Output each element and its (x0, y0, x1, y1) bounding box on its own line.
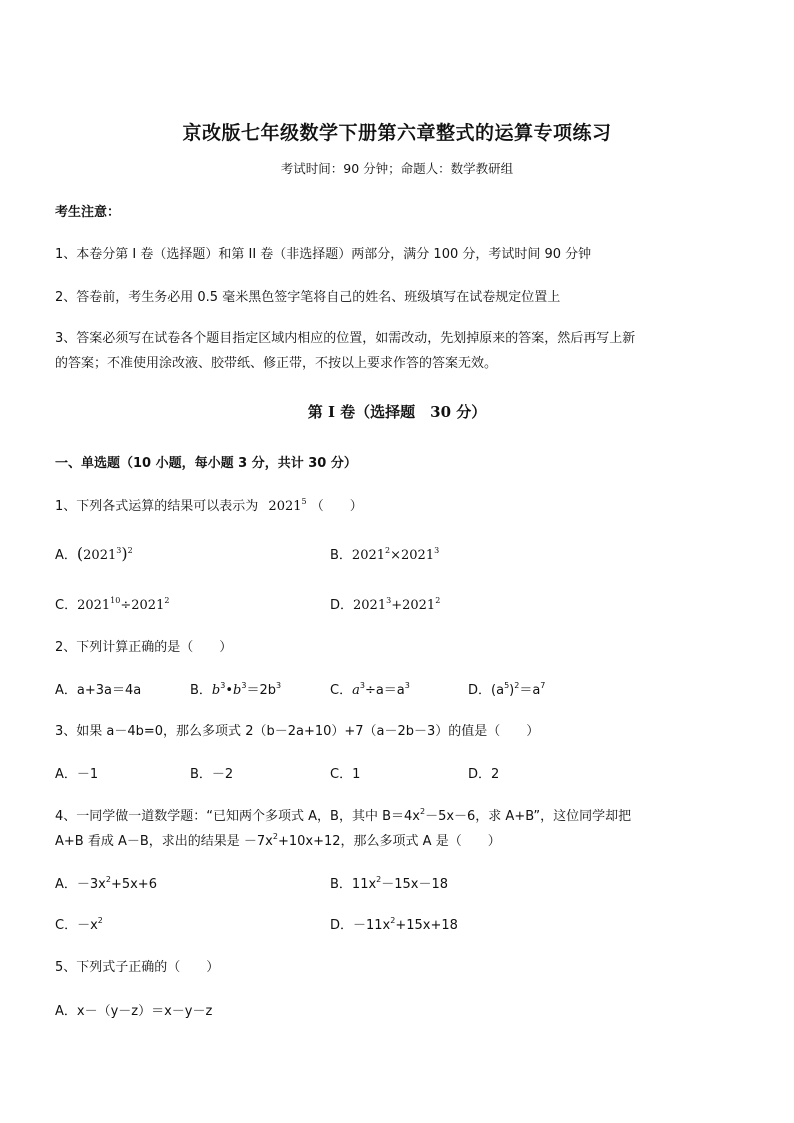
expr-base: 2021 (131, 598, 165, 613)
option-expression (352, 548, 439, 563)
question-1-option-d (330, 594, 440, 613)
question-5-stem: 5、下列式子正确的（ ） (55, 960, 220, 975)
question-1-text: 1、下列各式运算的结果可以表示为 (55, 499, 259, 514)
expr-result: ÷a＝a (364, 683, 405, 698)
expr-exponent: 2 (376, 875, 382, 884)
option-text: D．－11x (330, 918, 391, 933)
question-2-option-c (330, 679, 410, 698)
option-text: C．－x (55, 918, 98, 933)
expr-exponent: 2 (272, 832, 278, 841)
section-heading-single-choice: 一、单选题（10 小题，每小题 3 分，共计 30 分） (55, 456, 357, 471)
expr-base: 2021 (353, 598, 387, 613)
option-text: +15x+18 (395, 918, 458, 933)
expr-exponent: 7 (540, 681, 546, 690)
notice-item-2: 2、答卷前，考生务必用 0.5 毫米黑色签字笔将自己的姓名、班级填写在试卷规定位置上 (55, 290, 561, 305)
question-3-option-c: C．1 (330, 767, 361, 782)
option-label: C． (55, 598, 78, 613)
expr-base: a (352, 683, 360, 698)
question-1-blank: （ ） (310, 499, 363, 514)
option-label: D． (330, 598, 354, 613)
expr-paren: ) (509, 683, 515, 698)
expr-exponent: 3 (404, 681, 410, 690)
expr-base: b (211, 683, 221, 698)
expr-exponent: 5 (504, 681, 510, 690)
expr-exponent: 3 (116, 546, 122, 555)
expr-exponent: 2 (385, 546, 391, 555)
question-1-expression (268, 499, 306, 514)
question-1-option-a (55, 544, 133, 563)
question-4-option-a (55, 873, 157, 892)
operator: + (391, 598, 403, 613)
expr-base: 2021 (351, 548, 386, 563)
part-1-heading: 第 I 卷（选择题 30 分） (307, 403, 487, 421)
expr-base: 2021 (77, 598, 111, 613)
expr-exponent: 2 (514, 681, 520, 690)
question-2-option-b (190, 679, 281, 698)
question-4-stem-line-1 (55, 805, 631, 824)
expr-exponent: 3 (220, 681, 226, 690)
expr-base: 2021 (268, 499, 302, 514)
notice-heading: 考生注意： (55, 205, 121, 220)
question-4-option-c (55, 914, 103, 933)
option-label: C． (330, 683, 353, 698)
expr-exponent: 3 (434, 546, 440, 555)
question-3-option-b: B．－2 (190, 767, 234, 782)
page-title: 京改版七年级数学下册第六章整式的运算专项练习 (182, 122, 612, 144)
operator: ÷ (120, 598, 132, 613)
expr-base: 2021 (83, 548, 117, 563)
question-5-option-a: A．x－（y－z）＝x－y－z (55, 1004, 213, 1019)
option-text: +5x+6 (110, 877, 157, 892)
question-1-option-b (330, 544, 439, 563)
question-1-stem (55, 495, 363, 514)
expr-exponent: 3 (275, 681, 282, 690)
expr-exponent: 3 (386, 596, 392, 605)
exam-info: 考试时间：90 分钟；命题人：数学教研组 (280, 161, 514, 176)
option-text: －15x－18 (381, 877, 449, 892)
expr-exponent: 2 (435, 596, 441, 605)
option-text: B．11x (330, 877, 377, 892)
expr-exponent: 10 (110, 596, 121, 605)
question-2-stem: 2、下列计算正确的是（ ） (55, 640, 233, 655)
notice-item-3-line-1: 3、答案必须写在试卷各个题目指定区域内相应的位置，如需改动，先划掉原来的答案，然后再写上新 (55, 331, 636, 346)
option-expression (77, 598, 169, 613)
option-label: A． (55, 548, 77, 563)
question-3-stem: 3、如果 a－4b=0，那么多项式 2（b－2a+10）+7（a－2b－3）的值是（ ） (55, 724, 540, 739)
expr-exponent: 3 (359, 681, 365, 690)
expr-base: 2021 (401, 548, 435, 563)
expr-exponent: 2 (419, 807, 426, 816)
expr-exponent: 5 (301, 497, 307, 506)
option-label: D．(a (468, 683, 505, 698)
expr-base: b (233, 683, 242, 698)
expr-exponent: 2 (164, 596, 170, 605)
expr-exponent: 2 (390, 916, 396, 925)
operator: × (390, 548, 402, 563)
stem-text: 4、一同学做一道数学题：“已知两个多项式 A，B，其中 B＝4x (55, 809, 420, 824)
expr-exponent: 2 (127, 546, 133, 555)
expr-exponent: 2 (97, 916, 103, 925)
question-4-option-d (330, 914, 458, 933)
option-label: B． (190, 683, 212, 698)
option-label: B． (330, 548, 352, 563)
expr-base: 2021 (402, 598, 436, 613)
stem-text: +10x+12，那么多项式 A 是（ ） (277, 834, 501, 849)
stem-text: －5x－6，求 A+B”，这位同学却把 (425, 809, 632, 824)
expr-exponent: 3 (241, 681, 247, 690)
question-3-option-a: A．－1 (55, 767, 99, 782)
question-4-stem-line-2 (55, 830, 501, 849)
option-text: A．－3x (55, 877, 106, 892)
stem-text: A+B 看成 A－B，求出的结果是 －7x (55, 834, 273, 849)
option-expression (353, 598, 440, 613)
notice-item-1: 1、本卷分第 I 卷（选择题）和第 II 卷（非选择题）两部分，满分 100 分，考试时间 90 分钟 (55, 247, 592, 262)
question-2-option-d (468, 679, 545, 698)
question-4-option-b (330, 873, 448, 892)
question-2-option-a: A．a+3a＝4a (55, 683, 142, 698)
expr-exponent: 2 (105, 875, 111, 884)
option-expression: $(2021^3)^2$ (76, 544, 133, 563)
question-1-option-c (55, 594, 169, 613)
notice-item-3-line-2: 的答案；不准使用涂改液、胶带纸、修正带，不按以上要求作答的答案无效。 (55, 356, 498, 371)
question-3-option-d: D．2 (468, 767, 500, 782)
operator: • (225, 683, 234, 698)
expr-result: ＝2b (246, 683, 276, 698)
expr-result: ＝a (519, 683, 541, 698)
